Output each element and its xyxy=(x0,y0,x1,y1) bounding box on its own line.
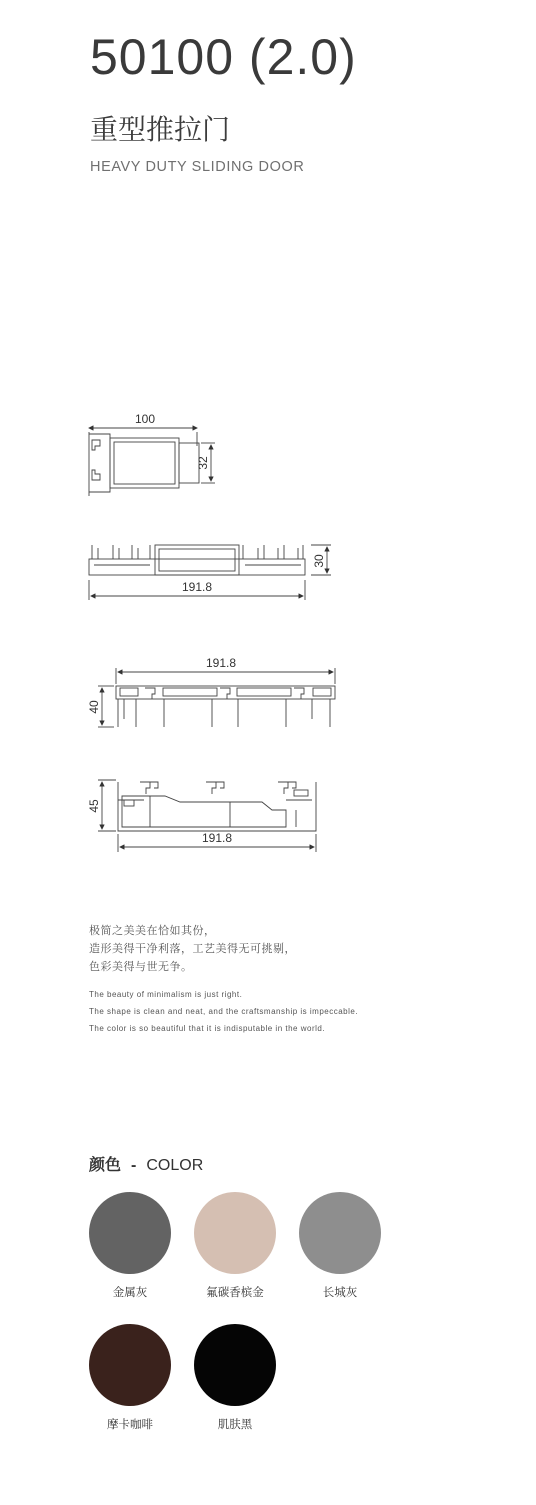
description-en-line-2: The shape is clean and neat, and the craftsmanship is impeccable. xyxy=(89,1007,359,1016)
color-swatch-great-wall-grey[interactable] xyxy=(299,1192,381,1274)
dim-height-1: 32 xyxy=(196,456,210,470)
color-label-champagne-gold: 氟碳香槟金 xyxy=(206,1285,264,1299)
color-heading-cn: 颜色 xyxy=(89,1157,122,1174)
dim-width-1: 100 xyxy=(134,412,156,426)
color-label-skin-black: 肌肤黑 xyxy=(217,1417,253,1431)
profile-drawing-3 xyxy=(98,668,335,727)
description-cn-line-3: 色彩美得与世无争。 xyxy=(89,960,193,973)
dim-width-4: 191.8 xyxy=(201,831,233,845)
product-name-cn: 重型推拉门 xyxy=(90,113,231,146)
description-en-line-3: The color is so beautiful that it is indisputable in the world. xyxy=(89,1024,326,1033)
color-swatch-metal-grey[interactable] xyxy=(89,1192,171,1274)
dim-height-2: 30 xyxy=(312,554,326,568)
color-swatch-skin-black[interactable] xyxy=(194,1324,276,1406)
color-heading-en: COLOR xyxy=(146,1157,204,1174)
color-label-great-wall-grey: 长城灰 xyxy=(322,1285,358,1299)
dim-height-3: 40 xyxy=(87,700,101,714)
dim-width-3: 191.8 xyxy=(205,656,237,670)
dim-width-2: 191.8 xyxy=(181,580,213,594)
description-cn-line-1: 极简之美美在恰如其份， xyxy=(89,924,216,937)
product-name-en: HEAVY DUTY SLIDING DOOR xyxy=(90,159,305,175)
color-swatch-mocha-coffee[interactable] xyxy=(89,1324,171,1406)
description-cn-line-2: 造形美得干净利落，工艺美得无可挑剔， xyxy=(89,942,296,955)
model-title: 50100 (2.0) xyxy=(90,29,357,85)
dim-height-4: 45 xyxy=(87,799,101,813)
color-heading-separator: - xyxy=(131,1157,137,1174)
color-label-metal-grey: 金属灰 xyxy=(112,1285,148,1299)
description-en-line-1: The beauty of minimalism is just right. xyxy=(89,990,243,999)
color-label-mocha-coffee: 摩卡咖啡 xyxy=(107,1417,153,1431)
color-heading xyxy=(89,1152,203,1175)
color-swatch-champagne-gold[interactable] xyxy=(194,1192,276,1274)
